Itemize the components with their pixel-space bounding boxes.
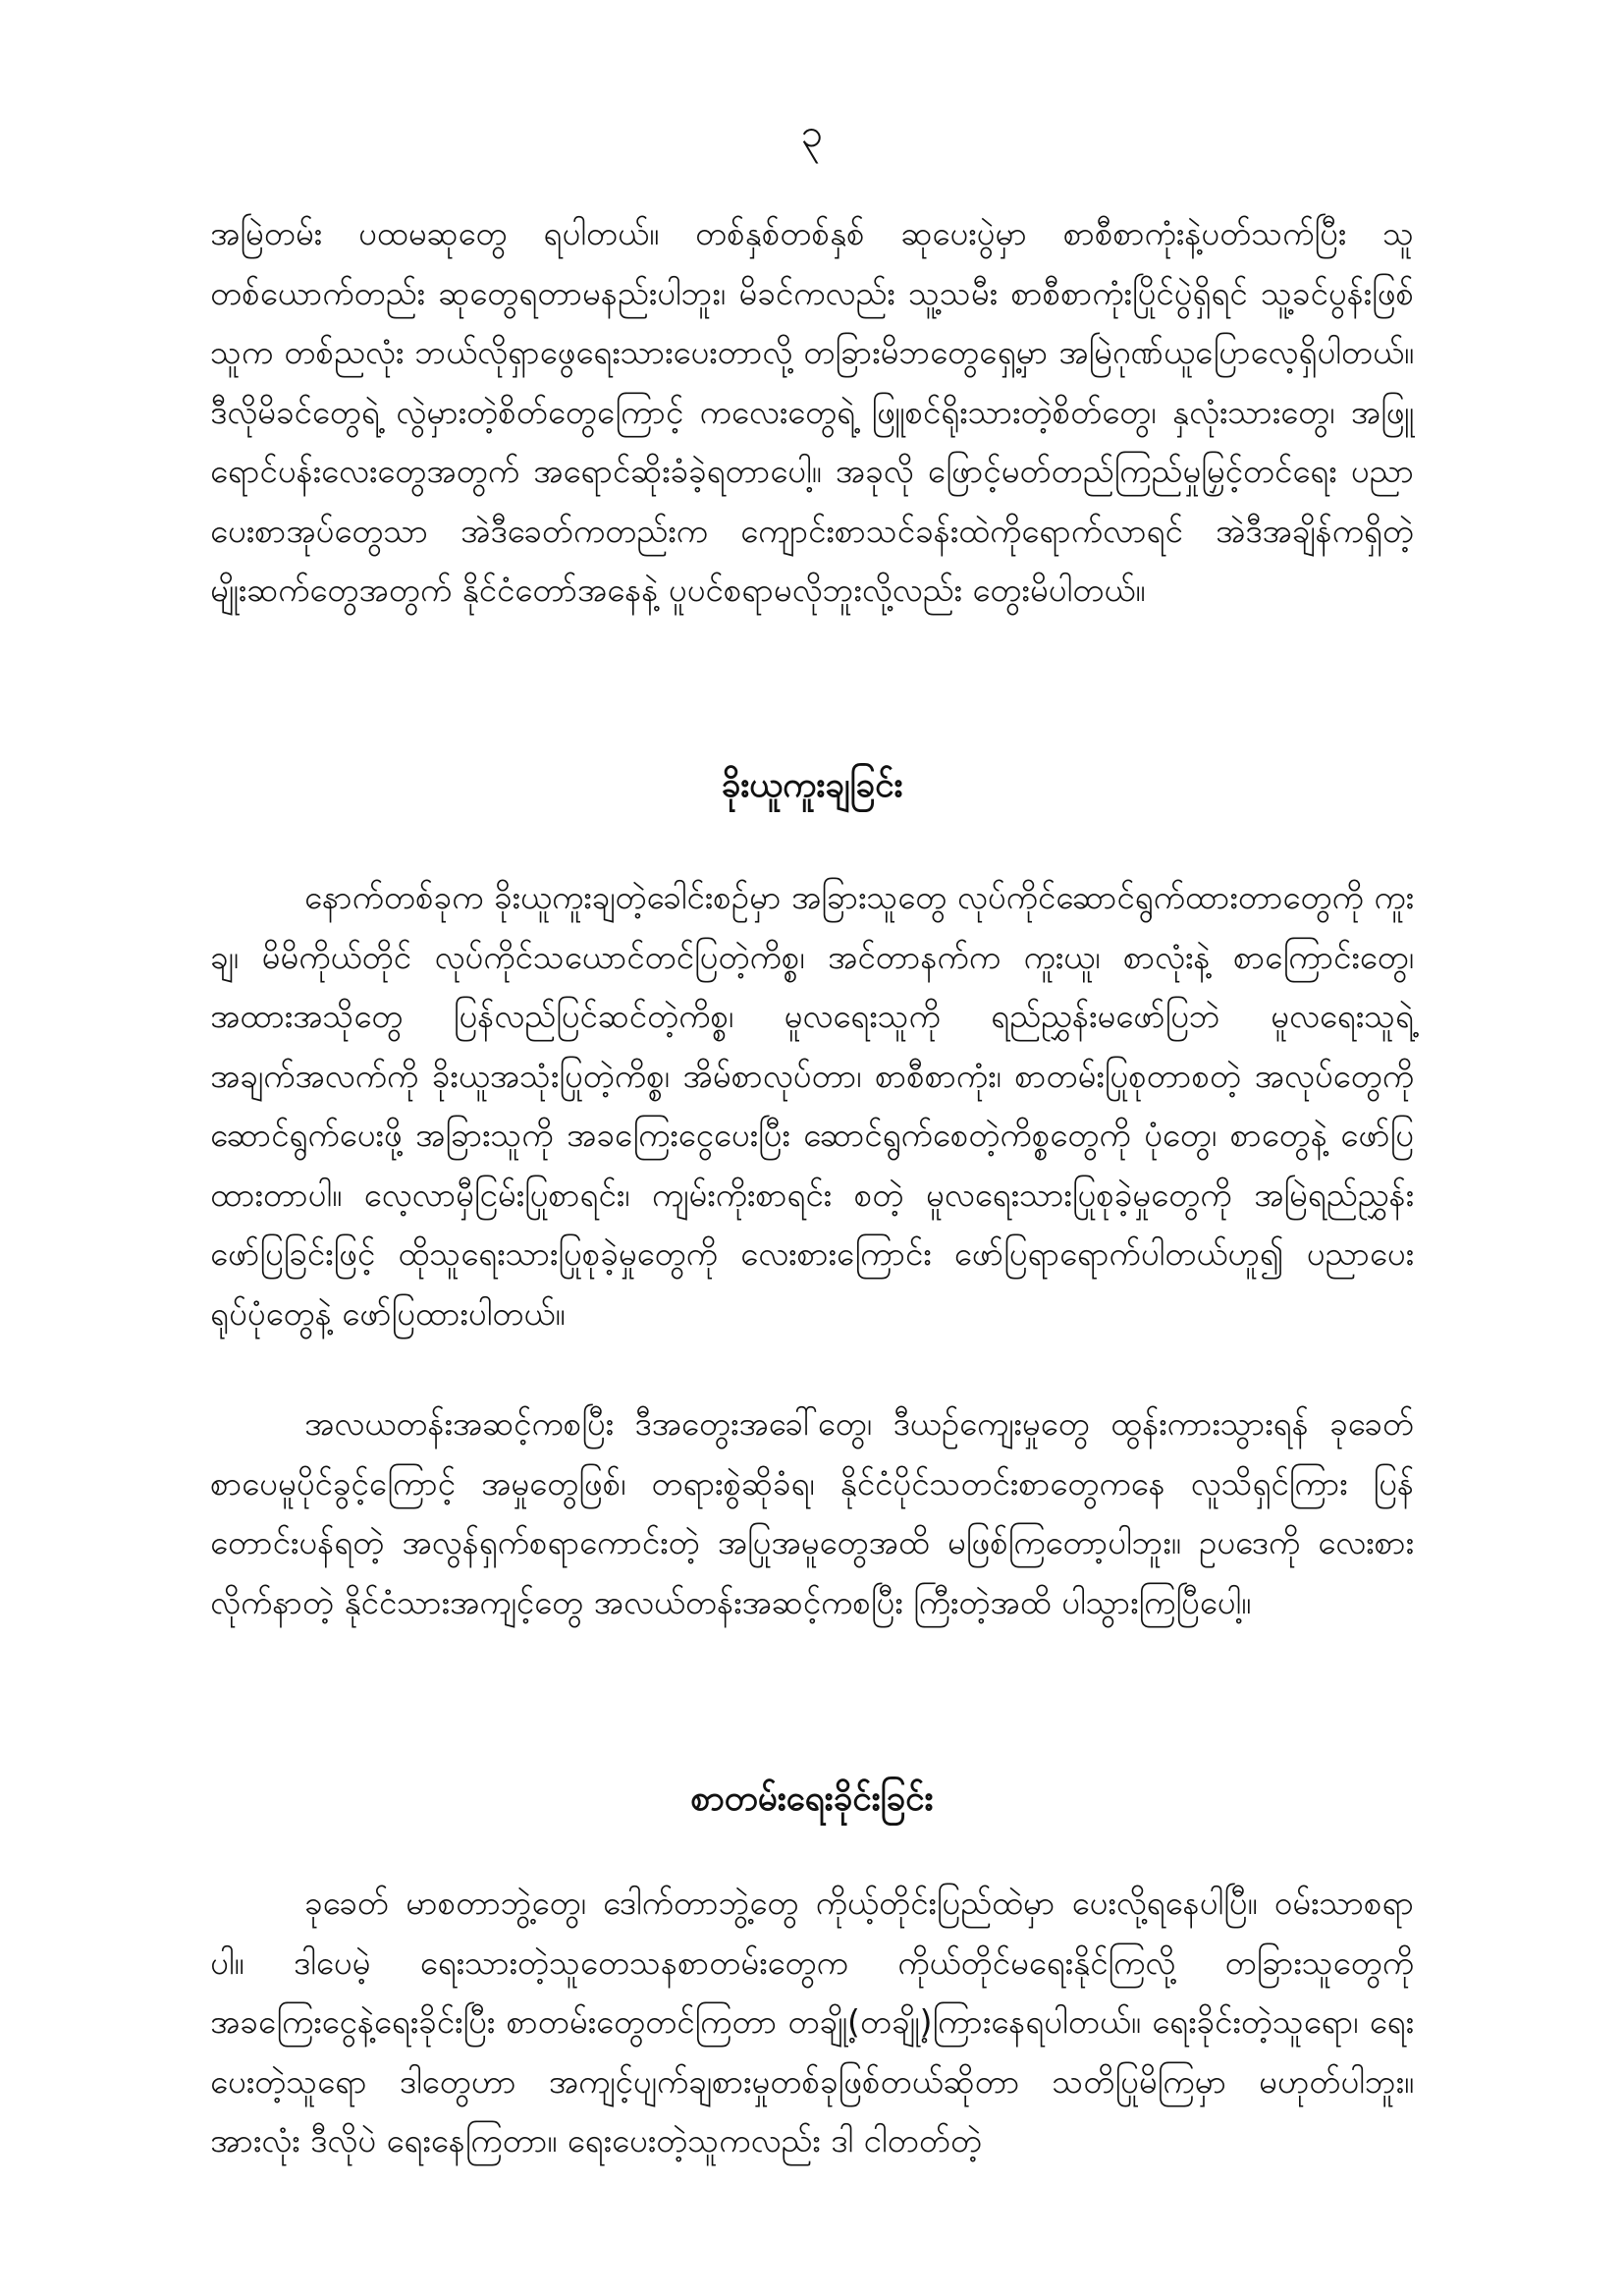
- section-heading-plagiarism: ခိုးယူကူးချခြင်း: [721, 766, 903, 805]
- section-heading-commissioned-writing: စာတမ်းရေးခိုင်းခြင်း: [690, 1779, 934, 1819]
- page-number: ၃: [800, 111, 824, 156]
- paragraph-tradition: အလယတန်းအဆင့်ကစပြီး ဒီအတွေးအခေါ်တွေ၊ ဒီယဉ်ကျေးမှုတွေ ထွန်းကားသွားရန် ခုခေတ် စာပေမူပိုင်ခွင့်ကြောင့် အမှုတွေဖြစ်၊ တရားစွဲဆိုခံရ၊ နိုင်ငံပိုင်သတင်းစာတွေကနေ လူသိရှင်ကြား ပြန်တောင်းပန်ရတဲ့ အလွန်ရှက်စရာကောင်းတဲ့ အပြုအမူတွေအထိ မဖြစ်ကြတော့ပါဘူး။ ဥပဒေကို လေးစားလိုက်နာတဲ့ နိုင်ငံသားအကျင့်တွေ အလယ်တန်းအဆင့်ကစပြီး ကြီးတဲ့အထိ ပါသွားကြပြီပေါ့။: [210, 1404, 1414, 1621]
- paragraph-intro: အမြဲတမ်း ပထမဆုတွေ ရပါတယ်။ တစ်နှစ်တစ်နှစ် ဆုပေးပွဲမှာ စာစီစာကုံးနဲ့ပတ်သက်ပြီး သူတစ်ယောက်တည်း ဆုတွေရတာမနည်းပါဘူး၊ မိခင်ကလည်း သူ့သမီး စာစီစာကုံးပြိုင်ပွဲရှိရင် သူ့ခင်ပွန်းဖြစ်သူက တစ်ညလုံး ဘယ်လိုရှာဖွေရေးသားပေးတာလို့ တခြားမိဘတွေရှေ့မှာ အမြဲဂုဏ်ယူပြောလေ့ရှိပါတယ်။ ဒီလိုမိခင်တွေရဲ့ လွဲမှားတဲ့စိတ်တွေကြောင့် ကလေးတွေရဲ့ ဖြူစင်ရိုးသားတဲ့စိတ်တွေ၊ နှလုံးသားတွေ၊ အဖြူရောင်ပန်းလေးတွေအတွက် အရောင်ဆိုးခံခဲ့ရတာပေါ့။ အခုလို ဖြောင့်မတ်တည်ကြည်မှုမြှင့်တင်ရေး ပညာပေးစာအုပ်တွေသာ အဲဒီခေတ်ကတည်းက ကျောင်းစာသင်ခန်းထဲကိုရောက်လာရင် အဲဒီအချိန်ကရှိတဲ့ မျိုးဆက်တွေအတွက် နိုင်ငံတော်အနေနဲ့ ပူပင်စရာမလိုဘူးလို့လည်း တွေးမိပါတယ်။: [210, 214, 1414, 609]
- paragraph-plagiarism: နောက်တစ်ခုက ခိုးယူကူးချတဲ့ခေါင်းစဉ်မှာ အခြားသူတွေ လုပ်ကိုင်ဆောင်ရွက်ထားတာတွေကို ကူးချ၊ မိမိကိုယ်တိုင် လုပ်ကိုင်သယောင်တင်ပြတဲ့ကိစ္စ၊ အင်တာနက်က ကူးယူ၊ စာလုံးနဲ့ စာကြောင်းတွေ၊ အထားအသိုတွေ ပြန်လည်ပြင်ဆင်တဲ့ကိစ္စ၊ မူလရေးသူကို ရည်ညွှန်းမဖော်ပြဘဲ မူလရေးသူရဲ့ အချက်အလက်ကို ခိုးယူအသုံးပြုတဲ့ကိစ္စ၊ အိမ်စာလုပ်တာ၊ စာစီစာကုံး၊ စာတမ်းပြုစုတာစတဲ့ အလုပ်တွေကို ဆောင်ရွက်ပေးဖို့ အခြားသူကို အခကြေးငွေပေးပြီး ဆောင်ရွက်စေတဲ့ကိစ္စတွေကို ပုံတွေ၊ စာတွေနဲ့ ဖော်ပြထားတာပါ။ လေ့လာမှီငြမ်းပြုစာရင်း၊ ကျမ်းကိုးစာရင်း စတဲ့ မူလရေးသားပြုစုခဲ့မှုတွေကို အမြဲရည်ညွှန်းဖော်ပြခြင်းဖြင့် ထိုသူရေးသားပြုစုခဲ့မှုတွေကို လေးစားကြောင်း ဖော်ပြရာရောက်ပါတယ်ဟူ၍ ပညာပေးရုပ်ပုံတွေနဲ့ ဖော်ပြထားပါတယ်။: [210, 878, 1414, 1333]
- paragraph-research: ခုခေတ် မာစတာဘွဲ့တွေ၊ ဒေါက်တာဘွဲ့တွေ ကိုယ့်တိုင်းပြည်ထဲမှာ ပေးလို့ရနေပါပြီ။ ဝမ်းသာစရာပါ။ ဒါပေမဲ့ ရေးသားတဲ့သူတေသနစာတမ်းတွေက ကိုယ်တိုင်မရေးနိုင်ကြလို့ တခြားသူတွေကို အခကြေးငွေနဲ့ရေးခိုင်းပြီး စာတမ်းတွေတင်ကြတာ တချို့(တချို့)ကြားနေရပါတယ်။ ရေးခိုင်းတဲ့သူရော၊ ရေးပေးတဲ့သူရော ဒါတွေဟာ အကျင့်ပျက်ချစားမှုတစ်ခုဖြစ်တယ်ဆိုတာ သတိပြုမိကြမှာ မဟုတ်ပါဘူး။ အားလုံး ဒီလိုပဲ ရေးနေကြတာ။ ရေးပေးတဲ့သူကလည်း ဒါ ငါတတ်တဲ့: [210, 1884, 1414, 2159]
